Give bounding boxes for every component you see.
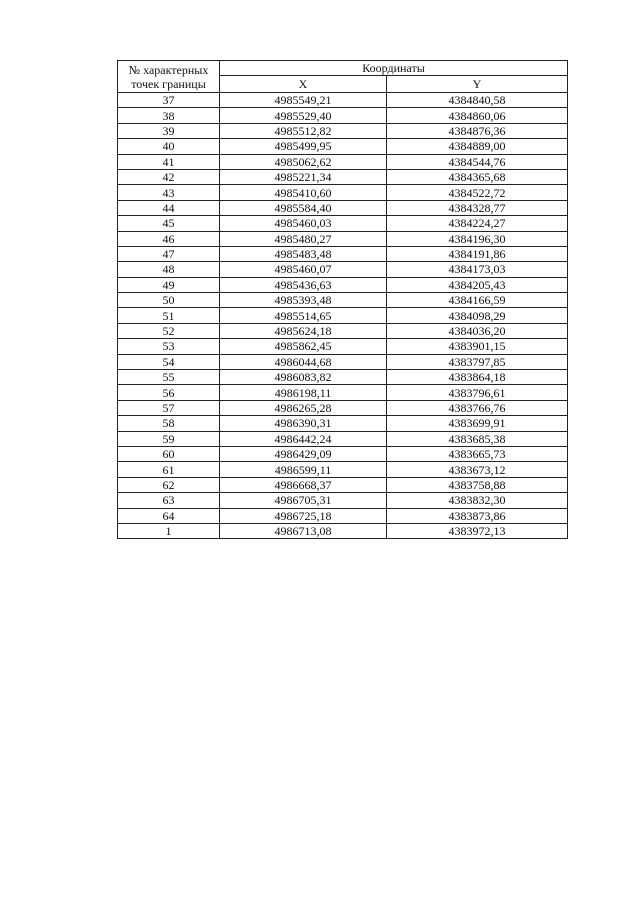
y-column-header: Y <box>387 76 568 93</box>
y-coordinate-cell: 4384098,29 <box>387 308 568 323</box>
x-coordinate-cell: 4985483,48 <box>220 246 387 261</box>
point-number-cell: 46 <box>118 231 220 246</box>
x-coordinate-cell: 4986429,09 <box>220 446 387 461</box>
point-number-cell: 59 <box>118 431 220 446</box>
x-coordinate-cell: 4986705,31 <box>220 493 387 508</box>
y-coordinate-cell: 4383797,85 <box>387 354 568 369</box>
y-coordinate-cell: 4384328,77 <box>387 200 568 215</box>
point-number-cell: 54 <box>118 354 220 369</box>
table-row <box>118 93 568 108</box>
x-coordinate-cell: 4986599,11 <box>220 462 387 477</box>
table-row <box>118 339 568 354</box>
table-row <box>118 246 568 261</box>
table-row <box>118 262 568 277</box>
table-row <box>118 354 568 369</box>
table-row <box>118 493 568 508</box>
y-coordinate-cell: 4383901,15 <box>387 339 568 354</box>
x-coordinate-cell: 4985514,65 <box>220 308 387 323</box>
y-coordinate-cell: 4384860,06 <box>387 108 568 123</box>
point-number-cell: 58 <box>118 416 220 431</box>
y-coordinate-cell: 4383685,38 <box>387 431 568 446</box>
table-header-row <box>118 61 568 76</box>
x-coordinate-cell: 4986198,11 <box>220 385 387 400</box>
point-number-cell: 64 <box>118 508 220 523</box>
x-coordinate-cell: 4986044,68 <box>220 354 387 369</box>
point-number-cell: 60 <box>118 446 220 461</box>
point-number-cell: 39 <box>118 123 220 138</box>
point-number-cell: 51 <box>118 308 220 323</box>
table-row <box>118 446 568 461</box>
point-number-cell: 53 <box>118 339 220 354</box>
table-row <box>118 108 568 123</box>
table-row <box>118 308 568 323</box>
point-number-cell: 38 <box>118 108 220 123</box>
table-row <box>118 416 568 431</box>
x-coordinate-cell: 4986668,37 <box>220 477 387 492</box>
table-row <box>118 200 568 215</box>
x-coordinate-cell: 4985460,07 <box>220 262 387 277</box>
table-row <box>118 400 568 415</box>
point-number-cell: 55 <box>118 370 220 385</box>
x-coordinate-cell: 4986713,08 <box>220 523 387 538</box>
x-coordinate-cell: 4986083,82 <box>220 370 387 385</box>
x-coordinate-cell: 4985529,40 <box>220 108 387 123</box>
y-coordinate-cell: 4383673,12 <box>387 462 568 477</box>
y-coordinate-cell: 4384522,72 <box>387 185 568 200</box>
point-number-cell: 42 <box>118 169 220 184</box>
table-row <box>118 123 568 138</box>
x-coordinate-cell: 4985221,34 <box>220 169 387 184</box>
table-row <box>118 523 568 538</box>
table-row <box>118 169 568 184</box>
point-number-cell: 62 <box>118 477 220 492</box>
point-number-cell: 37 <box>118 93 220 108</box>
point-number-cell: 50 <box>118 293 220 308</box>
y-coordinate-cell: 4384365,68 <box>387 169 568 184</box>
x-coordinate-cell: 4985584,40 <box>220 200 387 215</box>
x-coordinate-cell: 4985480,27 <box>220 231 387 246</box>
table-row <box>118 277 568 292</box>
y-coordinate-cell: 4384205,43 <box>387 277 568 292</box>
y-coordinate-cell: 4383832,30 <box>387 493 568 508</box>
y-coordinate-cell: 4384173,03 <box>387 262 568 277</box>
table-row <box>118 323 568 338</box>
table-row <box>118 385 568 400</box>
table-row <box>118 231 568 246</box>
table-row <box>118 293 568 308</box>
point-number-header-line2: точек границы <box>131 77 206 91</box>
y-coordinate-cell: 4383665,73 <box>387 446 568 461</box>
table-row <box>118 154 568 169</box>
table-body <box>118 93 568 539</box>
x-coordinate-cell: 4986390,31 <box>220 416 387 431</box>
coordinates-header: Координаты <box>220 61 568 76</box>
y-coordinate-cell: 4384889,00 <box>387 139 568 154</box>
table-row <box>118 185 568 200</box>
x-coordinate-cell: 4985436,63 <box>220 277 387 292</box>
x-coordinate-cell: 4986725,18 <box>220 508 387 523</box>
table-row <box>118 216 568 231</box>
x-coordinate-cell: 4985393,48 <box>220 293 387 308</box>
y-coordinate-cell: 4383758,88 <box>387 477 568 492</box>
y-coordinate-cell: 4384840,58 <box>387 93 568 108</box>
y-coordinate-cell: 4384544,76 <box>387 154 568 169</box>
y-coordinate-cell: 4384036,20 <box>387 323 568 338</box>
x-coordinate-cell: 4985862,45 <box>220 339 387 354</box>
x-coordinate-cell: 4985410,60 <box>220 185 387 200</box>
y-coordinate-cell: 4383699,91 <box>387 416 568 431</box>
x-coordinate-cell: 4985624,18 <box>220 323 387 338</box>
point-number-cell: 41 <box>118 154 220 169</box>
point-number-cell: 1 <box>118 523 220 538</box>
x-coordinate-cell: 4985499,95 <box>220 139 387 154</box>
table-row <box>118 370 568 385</box>
y-coordinate-cell: 4383972,13 <box>387 523 568 538</box>
y-coordinate-cell: 4384876,36 <box>387 123 568 138</box>
y-coordinate-cell: 4384191,86 <box>387 246 568 261</box>
y-coordinate-cell: 4383766,76 <box>387 400 568 415</box>
y-coordinate-cell: 4383796,61 <box>387 385 568 400</box>
point-number-cell: 61 <box>118 462 220 477</box>
y-coordinate-cell: 4383873,86 <box>387 508 568 523</box>
x-column-header: X <box>220 76 387 93</box>
table-row <box>118 139 568 154</box>
y-coordinate-cell: 4384166,59 <box>387 293 568 308</box>
point-number-cell: 45 <box>118 216 220 231</box>
table-row <box>118 462 568 477</box>
y-coordinate-cell: 4383864,18 <box>387 370 568 385</box>
y-coordinate-cell: 4384196,30 <box>387 231 568 246</box>
point-number-cell: 56 <box>118 385 220 400</box>
point-number-cell: 40 <box>118 139 220 154</box>
point-number-cell: 52 <box>118 323 220 338</box>
table-row <box>118 477 568 492</box>
point-number-header-line1: № характерных <box>128 63 209 77</box>
x-coordinate-cell: 4985460,03 <box>220 216 387 231</box>
x-coordinate-cell: 4985512,82 <box>220 123 387 138</box>
x-coordinate-cell: 4986265,28 <box>220 400 387 415</box>
coordinates-table <box>117 60 568 539</box>
x-coordinate-cell: 4985549,21 <box>220 93 387 108</box>
table-row <box>118 508 568 523</box>
point-number-cell: 63 <box>118 493 220 508</box>
point-number-cell: 43 <box>118 185 220 200</box>
point-number-cell: 49 <box>118 277 220 292</box>
point-number-cell: 47 <box>118 246 220 261</box>
point-number-header <box>118 61 220 93</box>
y-coordinate-cell: 4384224,27 <box>387 216 568 231</box>
point-number-cell: 57 <box>118 400 220 415</box>
table-row <box>118 431 568 446</box>
point-number-cell: 48 <box>118 262 220 277</box>
x-coordinate-cell: 4985062,62 <box>220 154 387 169</box>
x-coordinate-cell: 4986442,24 <box>220 431 387 446</box>
point-number-cell: 44 <box>118 200 220 215</box>
